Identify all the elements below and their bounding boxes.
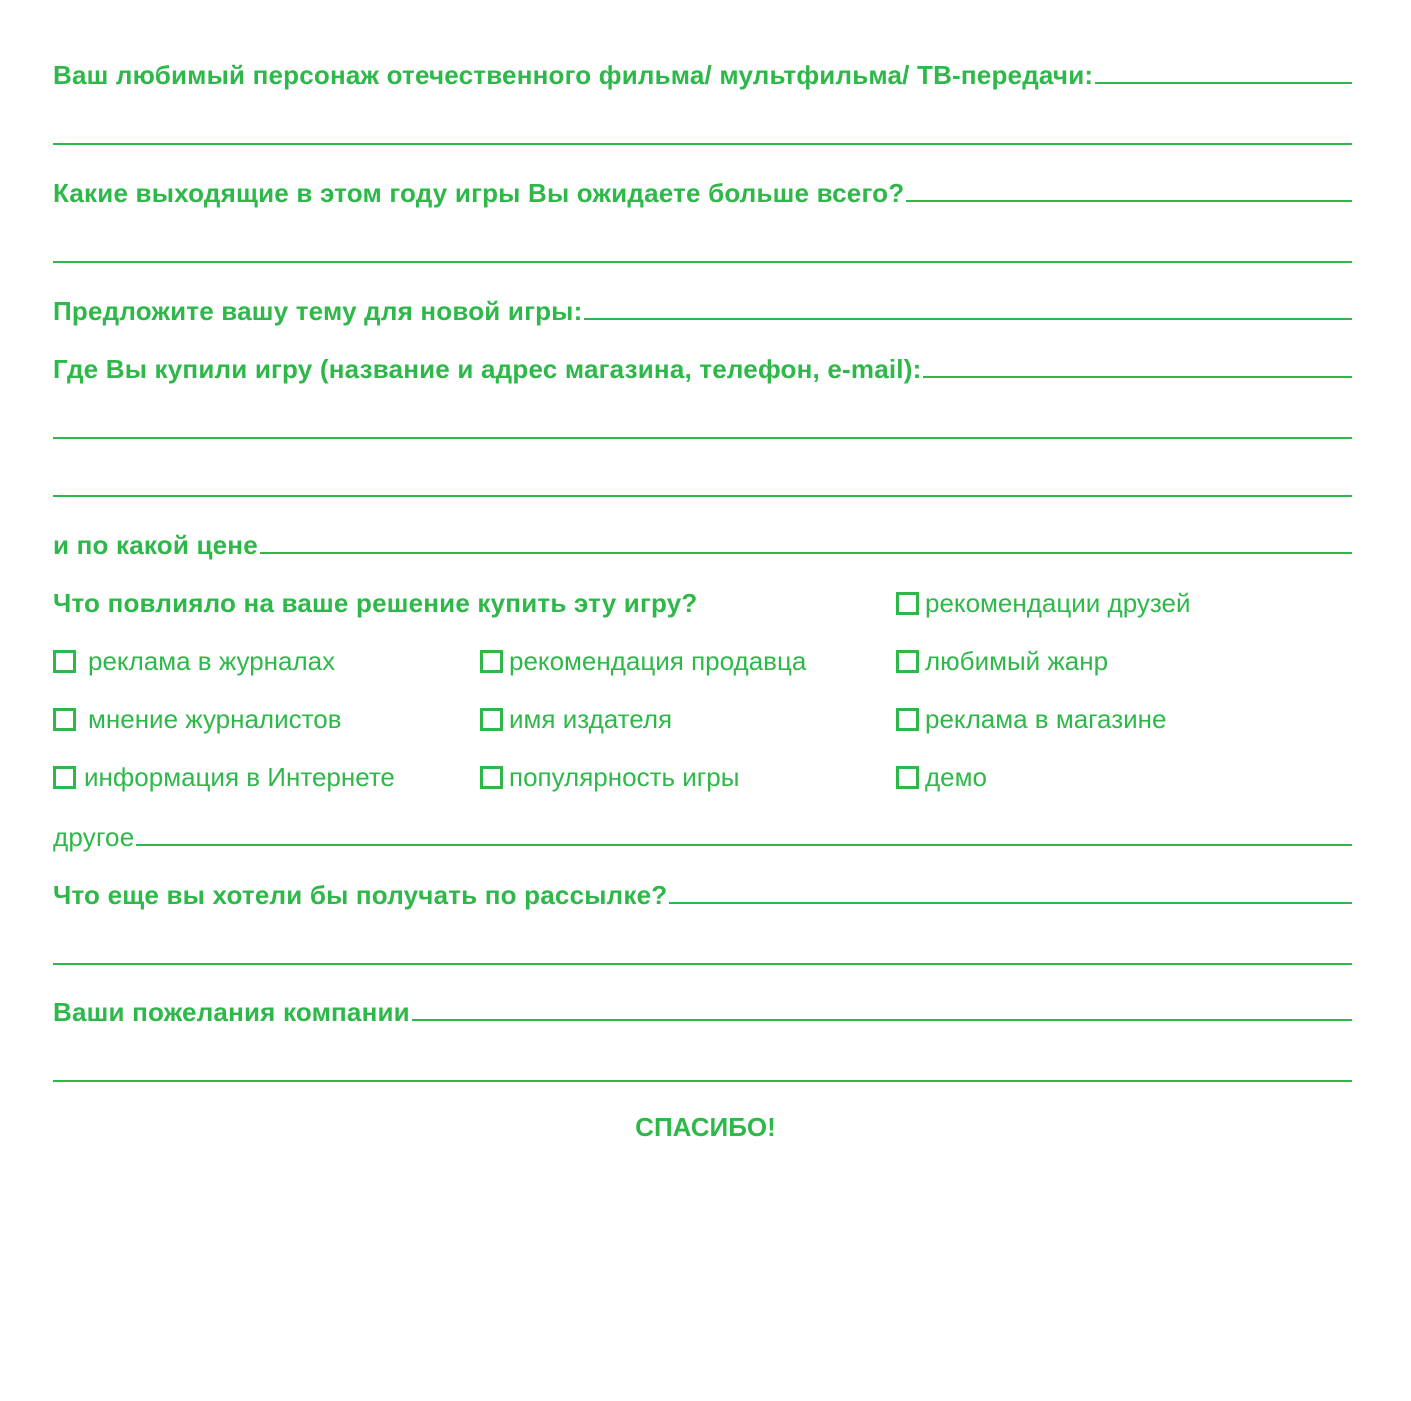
checkbox-icon[interactable] bbox=[896, 766, 919, 789]
influence-question bbox=[53, 584, 698, 616]
store-line-3[interactable] bbox=[53, 495, 1352, 497]
checkbox-icon[interactable] bbox=[53, 650, 76, 673]
checkbox-icon[interactable] bbox=[480, 708, 503, 731]
expected-games-line-2[interactable] bbox=[53, 261, 1352, 263]
favorite-character-question bbox=[53, 56, 1352, 88]
new-theme-label: Предложите вашу тему для новой игры: bbox=[53, 296, 583, 326]
mailing-line-2[interactable] bbox=[53, 963, 1352, 965]
favorite-character-label: Ваш любимый персонаж отечественного фильма/ мультфильма/ ТВ-передачи: bbox=[53, 60, 1094, 90]
checkbox-icon[interactable] bbox=[896, 650, 919, 673]
checkbox-store-ads[interactable] bbox=[896, 704, 1167, 735]
new-theme-question bbox=[53, 292, 1352, 324]
wishes-line[interactable] bbox=[412, 1019, 1352, 1021]
checkbox-game-popularity[interactable] bbox=[480, 762, 739, 793]
wishes-question bbox=[53, 993, 1352, 1025]
option-label: демо bbox=[925, 762, 987, 792]
option-label: мнение журналистов bbox=[88, 704, 342, 734]
checkbox-icon[interactable] bbox=[896, 708, 919, 731]
option-label: любимый жанр bbox=[925, 646, 1109, 676]
checkbox-icon[interactable] bbox=[480, 650, 503, 673]
other-line[interactable] bbox=[136, 844, 1352, 846]
favorite-character-line-2[interactable] bbox=[53, 143, 1352, 145]
store-question bbox=[53, 350, 1352, 382]
option-label: реклама в магазине bbox=[925, 704, 1167, 734]
influence-label: Что повлияло на ваше решение купить эту игру? bbox=[53, 588, 698, 618]
price-label: и по какой цене bbox=[53, 530, 258, 560]
expected-games-label: Какие выходящие в этом году игры Вы ожидаете больше всего? bbox=[53, 178, 905, 208]
option-label: информация в Интернете bbox=[84, 762, 395, 792]
checkbox-friends-recommendation[interactable] bbox=[896, 588, 1190, 619]
mailing-line[interactable] bbox=[669, 902, 1352, 904]
new-theme-line[interactable] bbox=[584, 318, 1352, 320]
mailing-question bbox=[53, 876, 1352, 908]
expected-games-question bbox=[53, 174, 1352, 206]
checkbox-icon[interactable] bbox=[53, 766, 76, 789]
option-label: рекомендации друзей bbox=[925, 588, 1191, 618]
store-line-2[interactable] bbox=[53, 437, 1352, 439]
checkbox-icon[interactable] bbox=[53, 708, 76, 731]
wishes-label: Ваши пожелания компании bbox=[53, 997, 410, 1027]
store-line[interactable] bbox=[923, 376, 1352, 378]
other-question bbox=[53, 818, 1352, 850]
price-line[interactable] bbox=[260, 552, 1352, 554]
checkbox-seller-recommendation[interactable] bbox=[480, 646, 806, 677]
checkbox-internet-info[interactable] bbox=[53, 762, 395, 793]
thanks-text: СПАСИБО! bbox=[635, 1112, 776, 1142]
option-label: реклама в журналах bbox=[88, 646, 336, 676]
expected-games-line[interactable] bbox=[906, 200, 1352, 202]
checkbox-icon[interactable] bbox=[896, 592, 919, 615]
option-label: рекомендация продавца bbox=[509, 646, 807, 676]
checkbox-icon[interactable] bbox=[480, 766, 503, 789]
option-label: имя издателя bbox=[509, 704, 673, 734]
other-label: другое bbox=[53, 822, 135, 852]
wishes-line-2[interactable] bbox=[53, 1080, 1352, 1082]
checkbox-demo[interactable] bbox=[896, 762, 987, 793]
checkbox-magazine-ads[interactable] bbox=[53, 646, 335, 677]
price-question bbox=[53, 526, 1352, 558]
checkbox-journalists-opinion[interactable] bbox=[53, 704, 342, 735]
store-label: Где Вы купили игру (название и адрес магазина, телефон, e-mail): bbox=[53, 354, 922, 384]
mailing-label: Что еще вы хотели бы получать по рассылке? bbox=[53, 880, 668, 910]
checkbox-favorite-genre[interactable] bbox=[896, 646, 1108, 677]
checkbox-publisher-name[interactable] bbox=[480, 704, 672, 735]
favorite-character-line[interactable] bbox=[1095, 82, 1352, 84]
option-label: популярность игры bbox=[509, 762, 740, 792]
